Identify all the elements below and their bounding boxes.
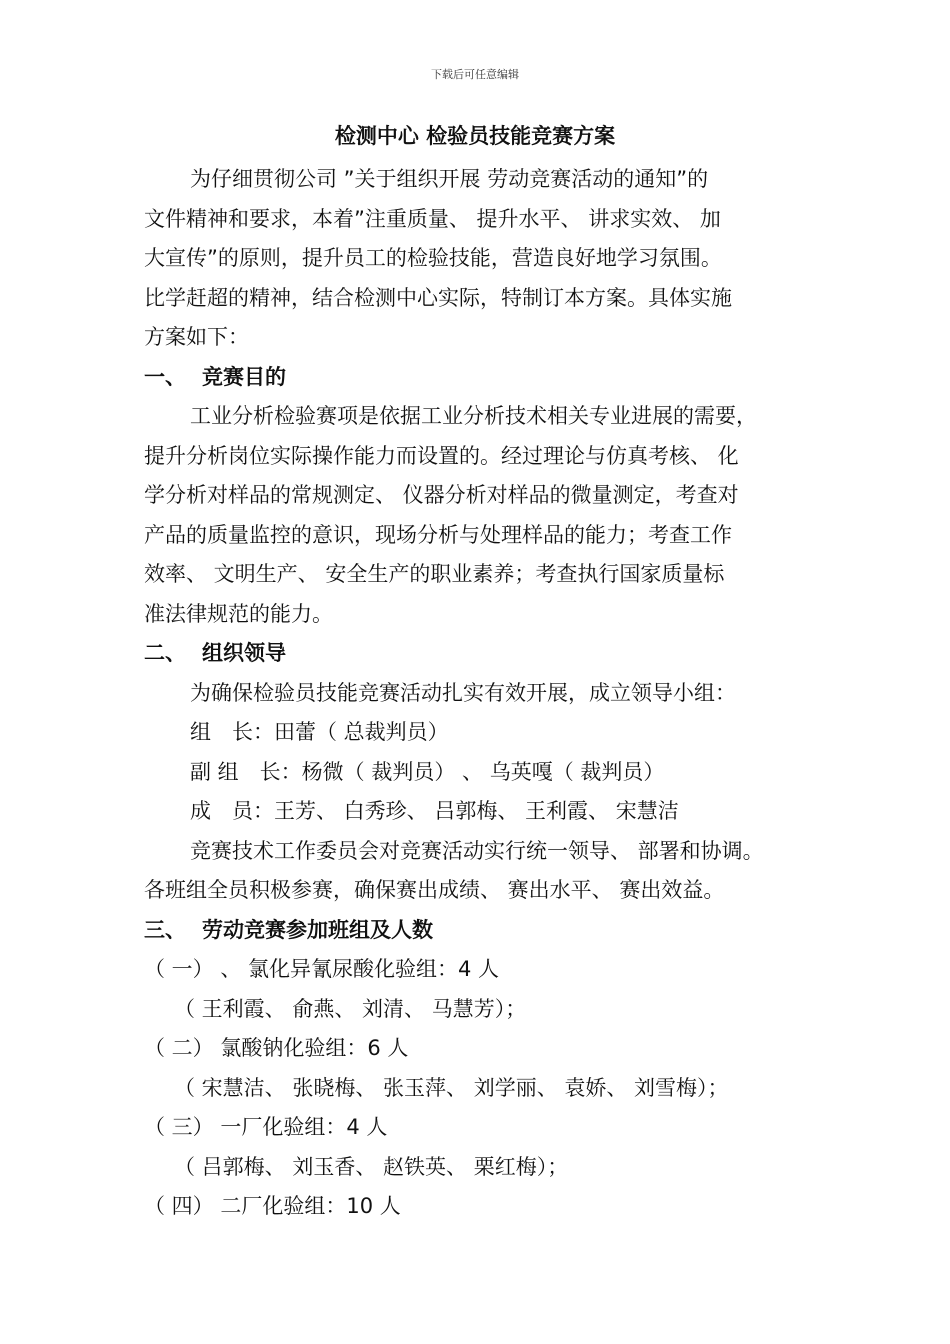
section-heading xyxy=(144,911,824,951)
section-title: 竞赛目的 xyxy=(202,364,286,389)
document-body xyxy=(144,160,824,1227)
document-title: 检测中心 检验员技能竞赛方案 xyxy=(334,124,616,148)
text-line: 产品的质量监控的意识，现场分析与处理样品的能力；考查工作 xyxy=(144,522,732,547)
page-header: 下载后可任意编辑 xyxy=(431,68,519,81)
section-heading xyxy=(144,634,824,674)
section-number: 一、 xyxy=(144,364,186,389)
text-line: 准法律规范的能力。 xyxy=(144,601,333,626)
text-line: 比学赶超的精神，结合检测中心实际，特制订本方案。具体实施 xyxy=(144,285,732,310)
section-number: 二、 xyxy=(144,641,186,665)
text-line: 竞赛技术工作委员会对竞赛活动实行统一领导、 部署和协调。 xyxy=(190,838,764,863)
text-line: 组 长：田蕾（ 总裁判员） xyxy=(190,720,449,744)
text-line: 成 员：王芳、 白秀珍、 吕郭梅、 王利霞、 宋慧洁 xyxy=(190,799,679,823)
section-heading xyxy=(144,358,824,398)
text-line: （ 二） 氯酸钠化验组：6 人 xyxy=(144,1036,409,1060)
text-line: 大宣传”的原则，提升员工的检验技能，营造良好地学习氛围。 xyxy=(144,246,722,270)
text-line: 方案如下： xyxy=(144,325,249,349)
section-title: 劳动竞赛参加班组及人数 xyxy=(202,917,433,942)
text-line: （ 一） 、 氯化异氰尿酸化验组：4 人 xyxy=(144,957,500,981)
section-title: 组织领导 xyxy=(202,641,286,665)
text-line: （ 四） 二厂化验组：10 人 xyxy=(144,1194,401,1218)
text-line: （ 三） 一厂化验组：4 人 xyxy=(144,1115,388,1139)
text-line: 学分析对样品的常规测定、 仪器分析对样品的微量测定，考查对 xyxy=(144,483,739,507)
text-line: 为确保检验员技能竞赛活动扎实有效开展，成立领导小组： xyxy=(190,680,736,705)
text-line: （ 王利霞、 俞燕、 刘清、 马慧芳）； xyxy=(174,996,527,1021)
text-line: 工业分析检验赛项是依据工业分析技术相关专业进展的需要， xyxy=(190,404,757,428)
text-line: 各班组全员积极参赛，确保赛出成绩、 赛出水平、 赛出效益。 xyxy=(144,878,725,902)
text-line: 文件精神和要求，本着”注重质量、 提升水平、 讲求实效、 加 xyxy=(144,206,721,231)
text-line: 为仔细贯彻公司 ”关于组织开展 劳动竞赛活动的通知”的 xyxy=(190,167,709,191)
text-line: 副 组 长：杨微（ 裁判员） 、 乌英嘎（ 裁判员） xyxy=(190,759,665,784)
text-line: 效率、 文明生产、 安全生产的职业素养；考查执行国家质量标 xyxy=(144,562,725,586)
section-number: 三、 xyxy=(144,917,186,942)
text-line: （ 宋慧洁、 张晓梅、 张玉萍、 刘学丽、 袁娇、 刘雪梅）； xyxy=(174,1075,729,1100)
text-line: 提升分析岗位实际操作能力而设置的。经过理论与仿真考核、 化 xyxy=(144,443,739,468)
text-line: （ 吕郭梅、 刘玉香、 赵铁英、 栗红梅）； xyxy=(174,1154,569,1179)
